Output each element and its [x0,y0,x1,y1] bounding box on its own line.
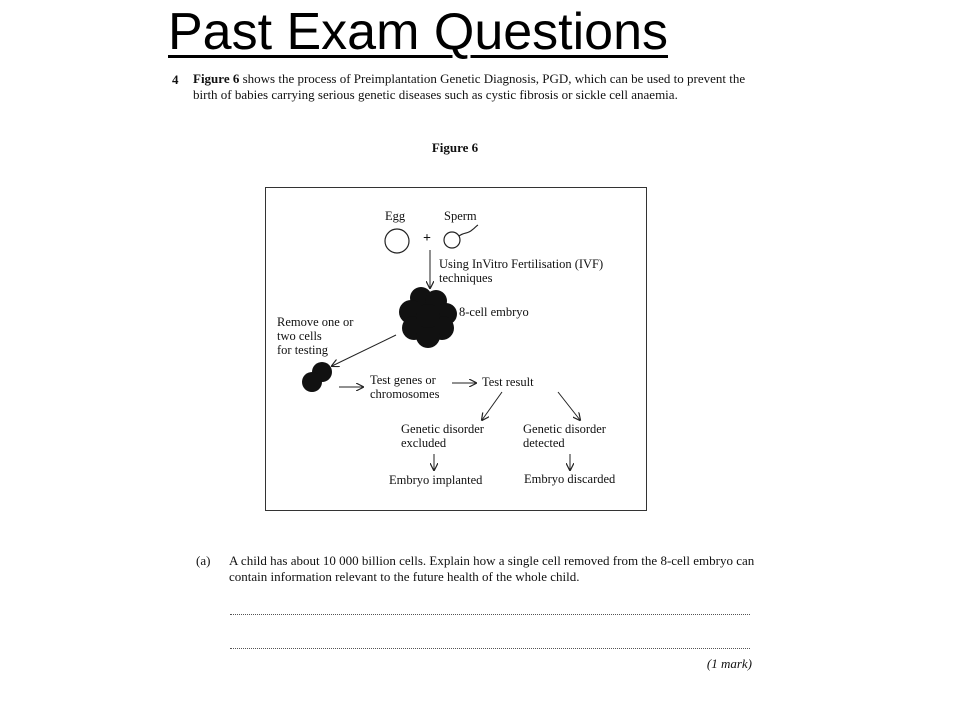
removed-cells-icon [302,362,332,392]
question-number: 4 [172,72,179,87]
egg-icon [385,229,409,253]
test-result-label: Test result [482,375,534,389]
embryo-8cell-icon [399,287,457,348]
plus-sign: + [423,231,431,246]
test-label-line2: chromosomes [370,387,440,401]
detected-label-line1: Genetic disorder [523,422,606,436]
sperm-icon [444,225,478,248]
page-title: Past Exam Questions [168,3,668,61]
remove-label-line3: for testing [277,343,329,357]
figure-reference: Figure 6 [193,71,240,86]
pgd-diagram [265,187,647,511]
part-a-label: (a) [196,553,211,568]
answer-line-1[interactable] [230,614,750,615]
mark-allocation: (1 mark) [706,656,752,671]
part-a-question: A child has about 10 000 billion cells. Explain how a single cell removed from the 8-cell embryo can contain information relevant to the future health of the whole child. [229,553,755,584]
arrow-remove [332,335,396,366]
question-intro [193,71,753,103]
discarded-label: Embryo discarded [524,472,616,486]
detected-label-line2: detected [523,436,565,450]
ivf-label-line2: techniques [439,271,493,285]
answer-line-2[interactable] [230,648,750,649]
remove-label-line1: Remove one or [277,315,354,329]
excluded-label-line1: Genetic disorder [401,422,484,436]
implanted-label: Embryo implanted [389,473,483,487]
arrow-to-excluded [482,392,502,420]
test-label-line1: Test genes or [370,373,436,387]
ivf-label-line1: Using InVitro Fertilisation (IVF) [439,257,604,271]
arrow-to-detected [558,392,580,420]
remove-label-line2: two cells [277,329,322,343]
excluded-label-line2: excluded [401,436,447,450]
sperm-label: Sperm [444,209,477,223]
embryo-label: 8-cell embryo [459,305,529,319]
question-intro-text: shows the process of Preimplantation Genetic Diagnosis, PGD, which can be used to prevent the birth of babies carrying serious genetic diseases such as cystic fibrosis or sickle cell anaemia. [193,71,746,102]
egg-label: Egg [385,209,406,223]
figure-caption: Figure 6 [431,140,479,155]
